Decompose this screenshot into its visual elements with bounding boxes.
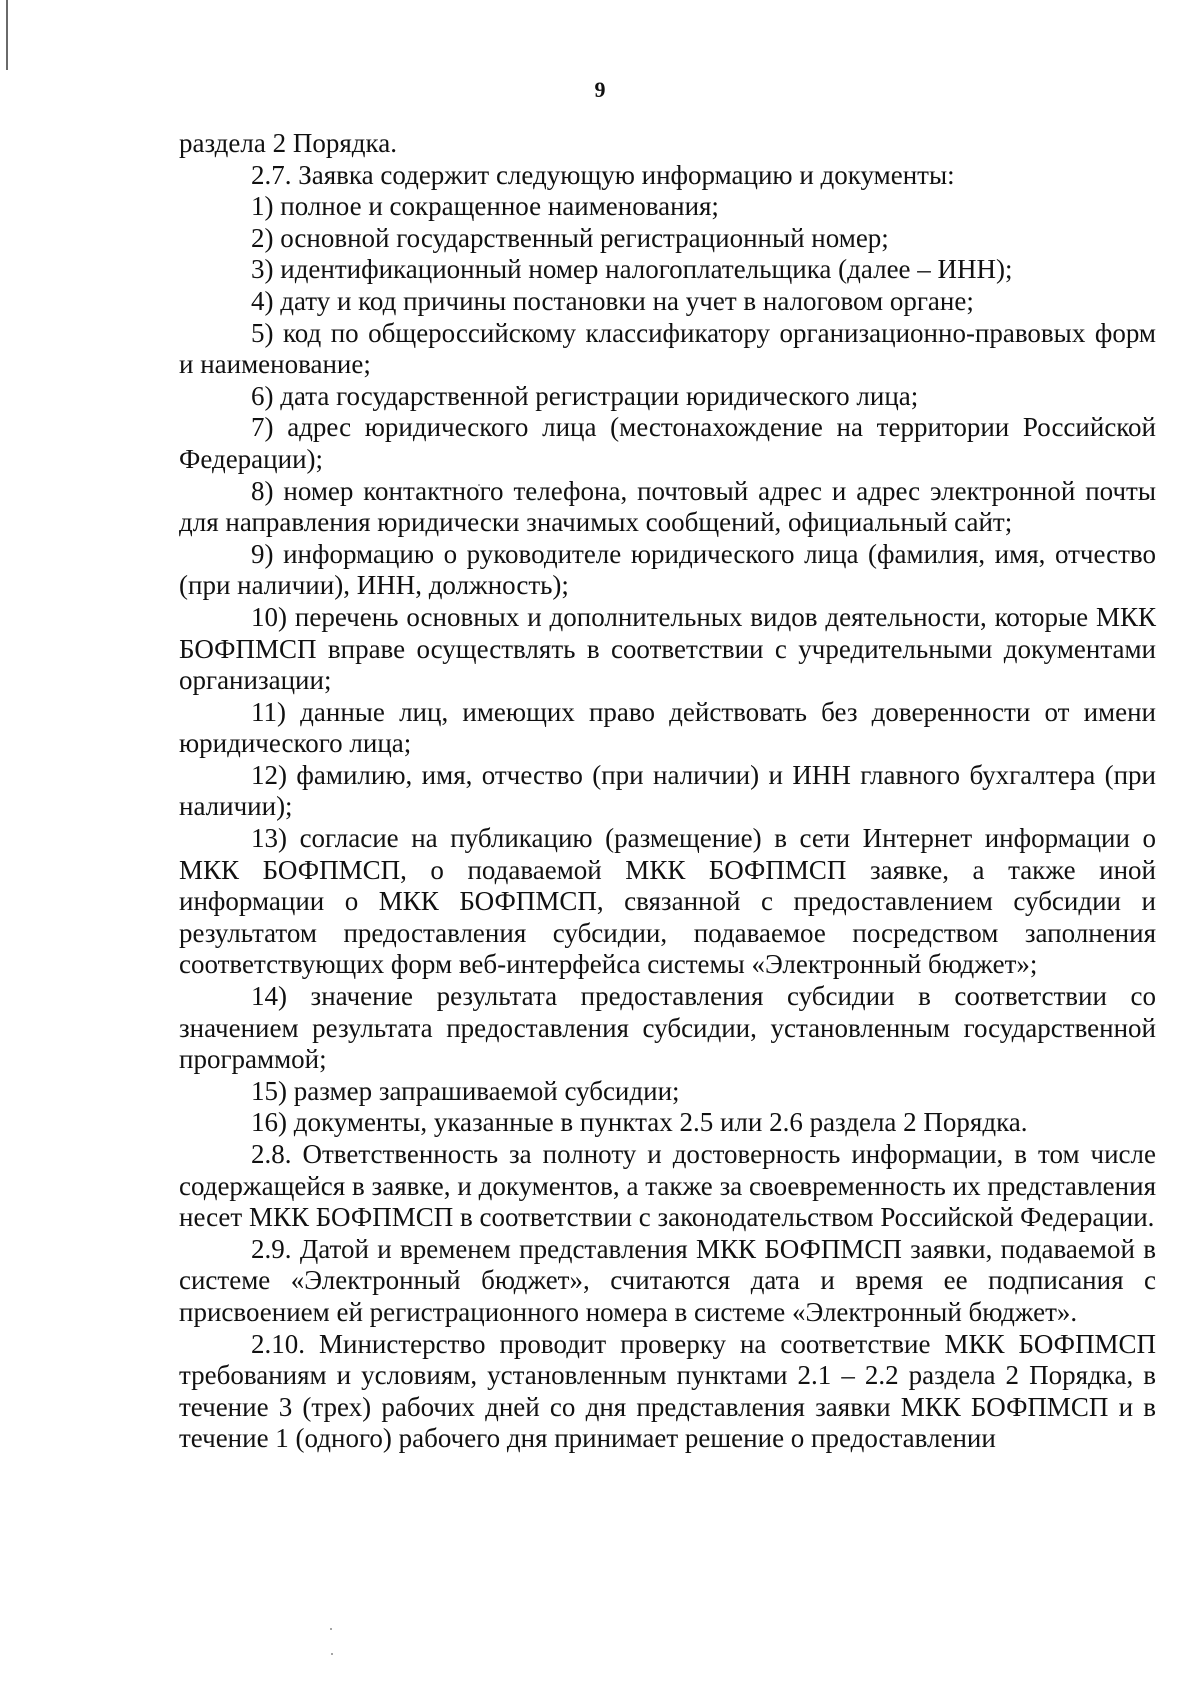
list-item: 2) основной государственный регистрационный номер; [251,222,889,253]
list-item: 7) адрес юридического лица (местонахождение на территории Российской Федерации); [179,412,1156,474]
list-item: 6) дата государственной регистрации юридического лица; [251,380,919,411]
paragraph: раздела 2 Порядка. [179,128,397,158]
paragraph: 2.8. Ответственность за полноту и достоверность информации, в том числе содержащейся в заявке, и документов, а также за своевременность их представления несет МКК БОФПМСП в соответствии с законодательством Российской Федерации. [179,1139,1156,1233]
list-item: 9) информацию о руководителе юридического лица (фамилия, имя, отчество (при наличии), ИНН, должность); [179,538,1156,601]
list-item: 12) фамилию, имя, отчество (при наличии) и ИНН главного бухгалтера (при наличии); [179,759,1156,822]
page-number: 9 [594,77,606,102]
list-item: 16) документы, указанные в пунктах 2.5 или 2.6 раздела 2 Порядка. [251,1107,1028,1138]
list-item: 8) номер контактного телефона, почтовый адрес и адрес электронной почты для направления юридически значимых сообщений, официальный сайт; [179,475,1156,538]
list-item: 5) код по общероссийскому классификатору организационно-правовых форм и наименование; [179,317,1156,380]
list-item: 14) значение результата предоставления субсидии в соответствии со значением результата предоставления субсидии, установленным государственной программой; [179,981,1156,1075]
scan-edge-mark [6,0,8,70]
list-item: 15) размер запрашиваемой субсидии; [251,1075,680,1106]
list-item: 4) дату и код причины постановки на учет в налоговом органе; [251,285,974,316]
paragraph: 2.9. Датой и временем представления МКК БОФПМСП заявки, подаваемой в системе «Электронный бюджет», считаются дата и время ее подписания с присвоением ей регистрационного номера в системе «Электронный бюджет». [179,1233,1156,1327]
scan-speck [330,1628,332,1630]
scan-speck [331,1653,333,1655]
list-item: 10) перечень основных и дополнительных видов деятельности, которые МКК БОФПМСП вправе осуществлять в соответствии с учредительными документами организации; [179,601,1156,696]
paragraph: 2.7. Заявка содержит следующую информацию и документы: [251,159,955,190]
list-item: 13) согласие на публикацию (размещение) в сети Интернет информации о МКК БОФПМСП, о подаваемой МКК БОФПМСП заявке, а также иной информации о МКК БОФПМСП, связанной с предоставлением субсидии и результатом предоставления субсидии, подаваемое посредством заполнения соответствующих форм веб-интерфейса системы «Электронный бюджет»; [179,823,1156,980]
list-item: 3) идентификационный номер налогоплательщика (далее – ИНН); [251,254,1013,285]
paragraph: 2.10. Министерство проводит проверку на соответствие МКК БОФПМСП требованиям и условиям, установленным пунктами 2.1 – 2.2 раздела 2 Порядка, в течение 3 (трех) рабочих дней со дня представления заявки МКК БОФПМСП и в течение 1 (одного) рабочего дня принимает решение о предоставлении [179,1328,1156,1454]
list-item: 1) полное и сокращенное наименования; [251,191,719,222]
document-body [179,128,1156,1455]
list-item: 11) данные лиц, имеющих право действовать без доверенности от имени юридического лица; [179,696,1156,759]
